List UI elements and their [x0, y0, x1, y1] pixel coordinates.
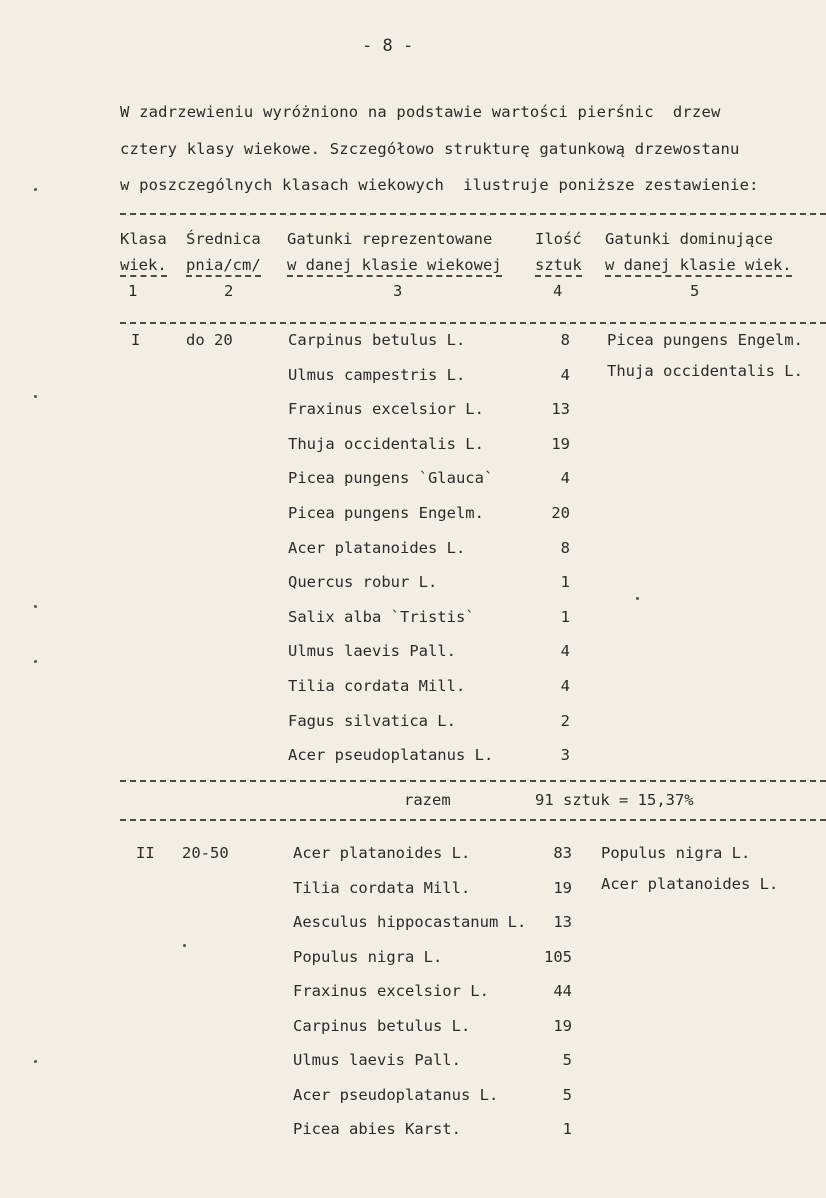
scan-speck — [183, 944, 186, 947]
species-name: Picea pungens `Glauca` — [288, 469, 494, 488]
dominant-species: Acer platanoides L. — [601, 875, 779, 893]
intro-line-1: W zadrzewieniu wyróżniono na podstawie wartości pierśnic drzew — [120, 103, 721, 121]
class1-total-rule — [120, 780, 826, 782]
intro-line-2: cztery klasy wiekowe. Szczegółowo strukturę gatunkową drzewostanu — [120, 140, 740, 158]
header2-col1: wiek. — [120, 256, 167, 277]
species-name: Fraxinus excelsior L. — [293, 982, 489, 1000]
species-quantity: 1 — [560, 607, 570, 626]
species-quantity: 13 — [553, 913, 572, 931]
species-name: Salix alba `Tristis` — [288, 607, 475, 626]
species-quantity: 13 — [551, 400, 570, 419]
species-quantity: 4 — [560, 677, 570, 695]
dominant-species: Thuja occidentalis L. — [607, 362, 803, 380]
class1-bottom-rule — [120, 819, 826, 821]
species-name: Quercus robur L. — [288, 573, 438, 592]
species-name: Acer platanoides L. — [293, 844, 471, 862]
species-name: Ulmus laevis Pall. — [293, 1051, 461, 1069]
species-name: Thuja occidentalis L. — [288, 434, 484, 453]
dominant-species: Populus nigra L. — [601, 844, 751, 862]
species-quantity: 19 — [553, 878, 572, 897]
species-quantity: 2 — [560, 711, 570, 730]
colnum-1: 1 — [128, 282, 138, 300]
species-quantity: 44 — [553, 982, 572, 1000]
colnum-4: 4 — [553, 282, 563, 300]
scan-speck — [34, 1060, 37, 1063]
species-quantity: 19 — [553, 1016, 572, 1035]
scan-speck — [34, 395, 37, 398]
scan-speck — [34, 188, 37, 191]
species-quantity: 8 — [560, 331, 570, 349]
diameter-label: 20-50 — [182, 844, 229, 862]
table-top-rule — [120, 213, 826, 215]
header-bottom-rule — [120, 322, 826, 324]
scan-speck — [34, 660, 37, 663]
species-name: Fagus silvatica L. — [288, 711, 456, 730]
species-name: Carpinus betulus L. — [288, 331, 466, 349]
species-name: Ulmus laevis Pall. — [288, 642, 456, 661]
colnum-2: 2 — [224, 282, 234, 300]
header-col3: Gatunki reprezentowane — [287, 230, 493, 248]
species-quantity: 8 — [560, 538, 570, 557]
species-name: Acer pseudoplatanus L. — [293, 1085, 499, 1104]
diameter-label: do 20 — [186, 331, 233, 349]
page-number: - 8 - — [362, 36, 414, 56]
species-name: Tilia cordata Mill. — [293, 878, 471, 897]
total-label: razem — [404, 791, 451, 809]
species-quantity: 105 — [544, 947, 572, 966]
header-col2: Średnica — [186, 230, 261, 248]
species-quantity: 5 — [562, 1051, 572, 1069]
scan-speck — [636, 597, 639, 600]
species-name: Picea pungens Engelm. — [288, 504, 484, 522]
species-name: Populus nigra L. — [293, 947, 443, 966]
species-quantity: 20 — [551, 504, 570, 522]
header2-col5: w danej klasie wiek. — [605, 256, 792, 277]
header2-col3: w danej klasie wiekowej — [287, 256, 502, 277]
species-quantity: 5 — [562, 1085, 572, 1104]
colnum-3: 3 — [393, 282, 403, 300]
species-name: Acer platanoides L. — [288, 538, 466, 557]
header-col1: Klasa — [120, 230, 167, 248]
species-name: Picea abies Karst. — [293, 1120, 461, 1138]
dominant-species: Picea pungens Engelm. — [607, 331, 803, 349]
class-label: II — [136, 844, 155, 862]
species-quantity: 4 — [560, 469, 570, 488]
species-name: Carpinus betulus L. — [293, 1016, 471, 1035]
species-name: Fraxinus excelsior L. — [288, 400, 484, 419]
species-quantity: 4 — [560, 642, 570, 661]
species-quantity: 83 — [553, 844, 572, 862]
total-value: 91 sztuk = 15,37% — [535, 791, 694, 809]
header-col4: Ilość — [535, 230, 582, 248]
species-quantity: 1 — [562, 1120, 572, 1138]
header2-col4: sztuk — [535, 256, 582, 277]
species-quantity: 19 — [551, 434, 570, 453]
class-label: I — [131, 331, 141, 349]
species-name: Ulmus campestris L. — [288, 365, 466, 384]
intro-line-3: w poszczególnych klasach wiekowych ilustruje poniższe zestawienie: — [120, 176, 759, 194]
species-name: Tilia cordata Mill. — [288, 677, 466, 695]
species-quantity: 3 — [560, 746, 570, 765]
species-quantity: 1 — [560, 573, 570, 592]
scan-speck — [34, 605, 37, 608]
species-name: Aesculus hippocastanum L. — [293, 913, 527, 931]
header-col5: Gatunki dominujące — [605, 230, 773, 248]
species-name: Acer pseudoplatanus L. — [288, 746, 494, 765]
header2-col2: pnia/cm/ — [186, 256, 261, 277]
species-quantity: 4 — [560, 365, 570, 384]
colnum-5: 5 — [690, 282, 700, 300]
